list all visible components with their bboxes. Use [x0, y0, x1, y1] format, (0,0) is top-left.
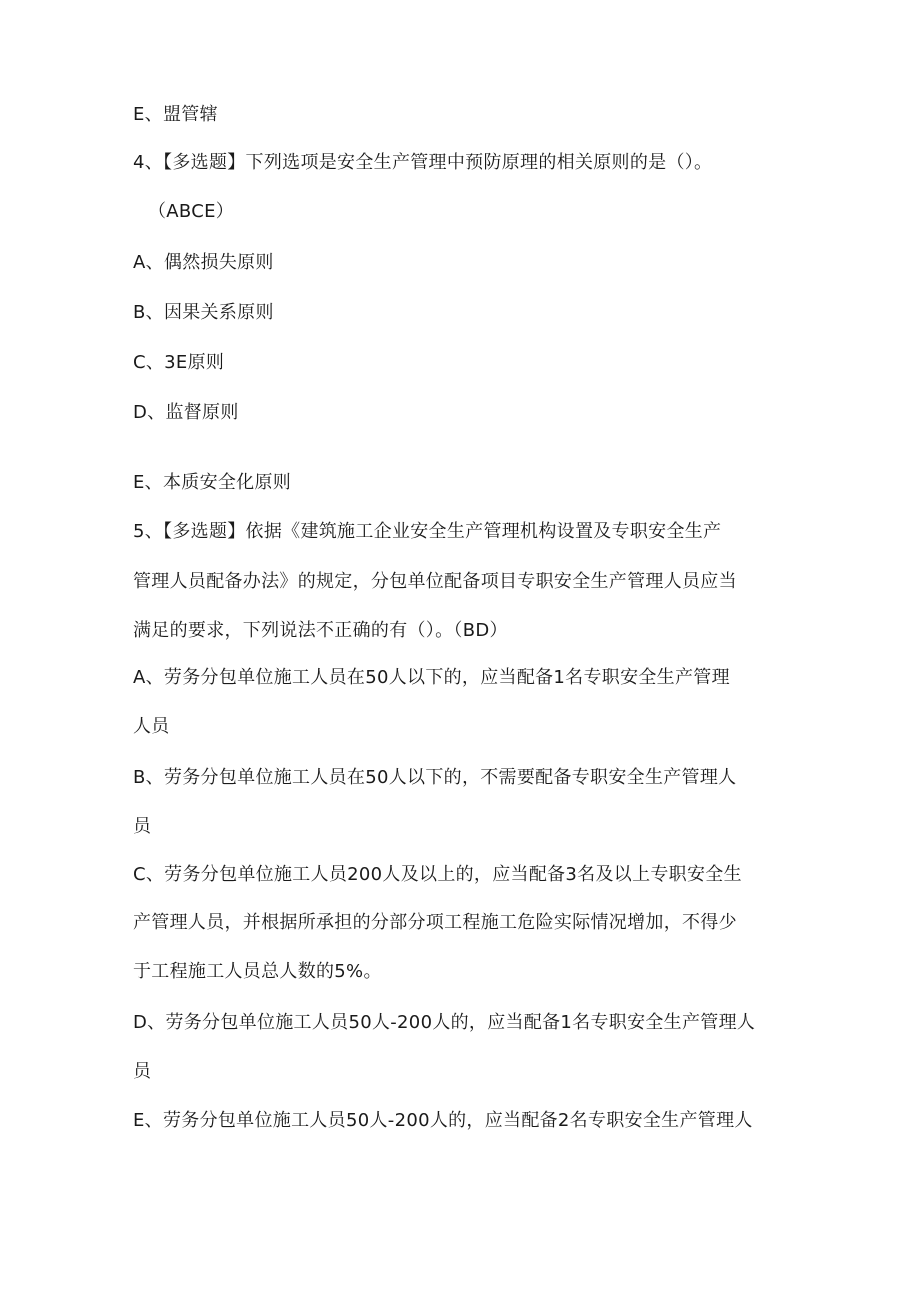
q4-stem: 4、【多选题】下列选项是安全生产管理中预防原理的相关原则的是（）。 — [133, 152, 713, 173]
q5-option-c-line-3: 于工程施工人员总人数的5%。 — [133, 961, 382, 982]
q5-stem-line-2: 管理人员配备办法》的规定，分包单位配备项目专职安全生产管理人员应当 — [133, 571, 737, 592]
q5-option-c-line-2: 产管理人员，并根据所承担的分部分项工程施工危险实际情况增加，不得少 — [133, 912, 737, 933]
q4-answer: （ABCE） — [148, 201, 235, 222]
q5-option-d-line-2: 员 — [133, 1061, 152, 1082]
q5-option-a-line-2: 人员 — [133, 716, 170, 737]
q5-option-a-line-1: A、劳务分包单位施工人员在50人以下的，应当配备1名专职安全生产管理 — [133, 667, 730, 688]
q5-option-d-line-1: D、劳务分包单位施工人员50人-200人的，应当配备1名专职安全生产管理人 — [133, 1012, 756, 1033]
q4-option-b: B、因果关系原则 — [133, 302, 274, 323]
q5-option-c-line-1: C、劳务分包单位施工人员200人及以上的，应当配备3名及以上专职安全生 — [133, 864, 742, 885]
q5-option-e-line-1: E、劳务分包单位施工人员50人-200人的，应当配备2名专职安全生产管理人 — [133, 1110, 753, 1131]
q5-stem-line-3: 满足的要求，下列说法不正确的有（）。（BD） — [133, 620, 508, 641]
q5-stem-line-1: 5、【多选题】依据《建筑施工企业安全生产管理机构设置及专职安全生产 — [133, 521, 722, 542]
q4-option-e: E、本质安全化原则 — [133, 472, 292, 493]
q4-option-d: D、监督原则 — [133, 402, 239, 423]
q4-option-a: A、偶然损失原则 — [133, 252, 274, 273]
q5-option-b-line-1: B、劳务分包单位施工人员在50人以下的，不需要配备专职安全生产管理人 — [133, 767, 737, 788]
q3-option-e: E、盟管辖 — [133, 104, 218, 125]
q5-option-b-line-2: 员 — [133, 816, 152, 837]
q4-option-c: C、3E原则 — [133, 352, 225, 373]
